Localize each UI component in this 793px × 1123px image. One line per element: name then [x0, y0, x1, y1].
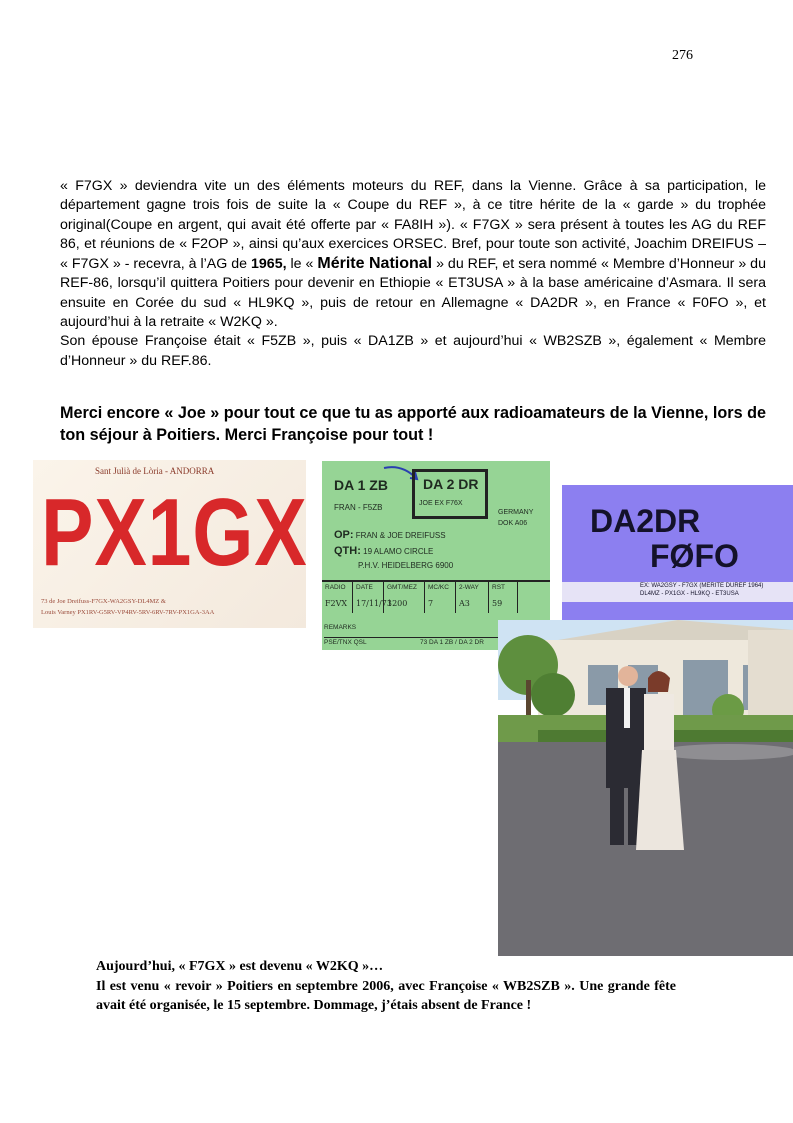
- qsl-fran-call: FRAN - F5ZB: [334, 503, 383, 512]
- spouse-paragraph: Son épouse Françoise était « F5ZB », puis « DA1ZB » et aujourd’hui « WB2SZB », également « Membre d’Honneur » du REF.86.: [60, 333, 766, 369]
- qsl-log-header: MC/KC: [425, 582, 456, 593]
- qsl-callsign: PX1GX: [41, 479, 308, 586]
- qsl-remarks: REMARKS: [324, 624, 357, 631]
- qsl-log-value-row: [322, 593, 550, 613]
- qsl-card-px1gx: [33, 460, 306, 628]
- qsl-card-da2dr: [562, 485, 793, 620]
- qsl-log-header-row: [322, 582, 550, 593]
- qsl-ex-calls: EX: WA2GSY - F7GX (MERITE DUREF 1964): [640, 583, 764, 589]
- qsl-qth: [334, 545, 433, 557]
- body-text-start: « F7GX » deviendra vite un des éléments moteurs du REF, dans la Vienne. Grâce à sa participation, le département gagne trois fois de suite la « Coupe du REF », à ce titre hérite de la « garde » du trophée original(Coupe en argent, qui avait été offerte par « FA8IH »). « F7GX » sera présent à toutes les AG du REF 86, et réunions de « F2OP », ainsi qu’aux exercices ORSEC. Bref, pour toute son activité, Joachim DREIFUS – « F7GX » - recevra, à l’AG de: [60, 178, 766, 273]
- qsl-country-line: GERMANY: [498, 509, 534, 516]
- qsl-callsign: FØFO: [650, 538, 739, 574]
- caption-line: Il est venu « revoir » Poitiers en septembre 2006, avec Françoise « WB2SZB ». Une grande fête avait été organisée, le 15 septembre. Dommage, j’étais absent de France !: [96, 978, 676, 1013]
- page-number: 276: [672, 48, 693, 63]
- award-name: Mérite National: [317, 255, 433, 273]
- qsl-callsign: DA 2 DR: [423, 476, 479, 492]
- qsl-country: [498, 507, 533, 529]
- qsl-log-header: 2-WAY: [456, 582, 489, 593]
- qsl-log-header: RST: [489, 582, 518, 593]
- qsl-city: P.H.V. HEIDELBERG 6900: [358, 561, 454, 570]
- qsl-footer: 73 DA 1 ZB / DA 2 DR: [420, 639, 484, 646]
- body-text-end: » du REF, et sera nommé « Membre d’Honneur » du REF-86, lorsqu’il quittera Poitiers pour devenir en Ethiopie « ET3USA » à la base américaine d’Asmara. Il sera ensuite en Corée du sud « HL9KQ », puis de retour en Allemagne « DA2DR », en France « F0FO », et aujourd’hui à la retraite « W2KQ ».: [60, 256, 766, 331]
- qsl-log-value: 7: [425, 593, 456, 613]
- qsl-footer-line: 73 de Joe Dreifuss-F7GX-WA2GSY-DL4MZ &: [41, 598, 166, 605]
- qsl-log-header: RADIO: [322, 582, 353, 593]
- qsl-ex-call: JOE EX F76X: [419, 500, 463, 507]
- qsl-operator: [334, 529, 446, 541]
- qsl-country-line: DOK A06: [498, 520, 528, 527]
- qsl-callsign-box: [412, 469, 488, 519]
- qsl-op-label: OP:: [334, 529, 354, 541]
- caption-line: Aujourd’hui, « F7GX » est devenu « W2KQ »…: [96, 959, 384, 974]
- qsl-log-header: DATE: [353, 582, 384, 593]
- qsl-qth-label: QTH:: [334, 545, 361, 557]
- qsl-log-table: [322, 580, 550, 613]
- couple-photo: [498, 620, 793, 956]
- qsl-op-value: FRAN & JOE DREIFUSS: [355, 531, 446, 540]
- couple-photo-image: [498, 620, 793, 956]
- qsl-footer-line: Louis Varney PX1RV-G5RV-VP4RV-5RV-6RV-7RV-PX1GA-3AA: [41, 609, 215, 616]
- award-year: 1965,: [251, 256, 287, 273]
- body-paragraph: [60, 177, 766, 371]
- qsl-log-value: 1200: [384, 593, 425, 613]
- qsl-pse: PSE/TNX QSL: [324, 639, 367, 646]
- qsl-qth-value: 19 ALAMO CIRCLE: [363, 547, 434, 556]
- qsl-log-value: A3: [456, 593, 489, 613]
- qsl-log-value: 59: [489, 593, 518, 613]
- qsl-card-header: Sant Julià de Lòria - ANDORRA: [95, 466, 215, 476]
- qsl-log-value: 17/11/73: [353, 593, 384, 613]
- body-text-mid: le «: [290, 256, 314, 273]
- qsl-log-header: GMT/MEZ: [384, 582, 425, 593]
- qsl-callsign: DA2DR: [590, 503, 701, 539]
- thanks-paragraph: Merci encore « Joe » pour tout ce que tu as apporté aux radioamateurs de la Vienne, lors de ton séjour à Poitiers. Merci Françoise pour tout !: [60, 404, 766, 444]
- qsl-ex-calls: DL4MZ - PX1GX - HL9KQ - ET3USA: [640, 591, 739, 597]
- photo-caption: [96, 957, 676, 1016]
- qsl-callsign: DA 1 ZB: [334, 477, 388, 493]
- qsl-log-value: F2VX: [322, 593, 353, 613]
